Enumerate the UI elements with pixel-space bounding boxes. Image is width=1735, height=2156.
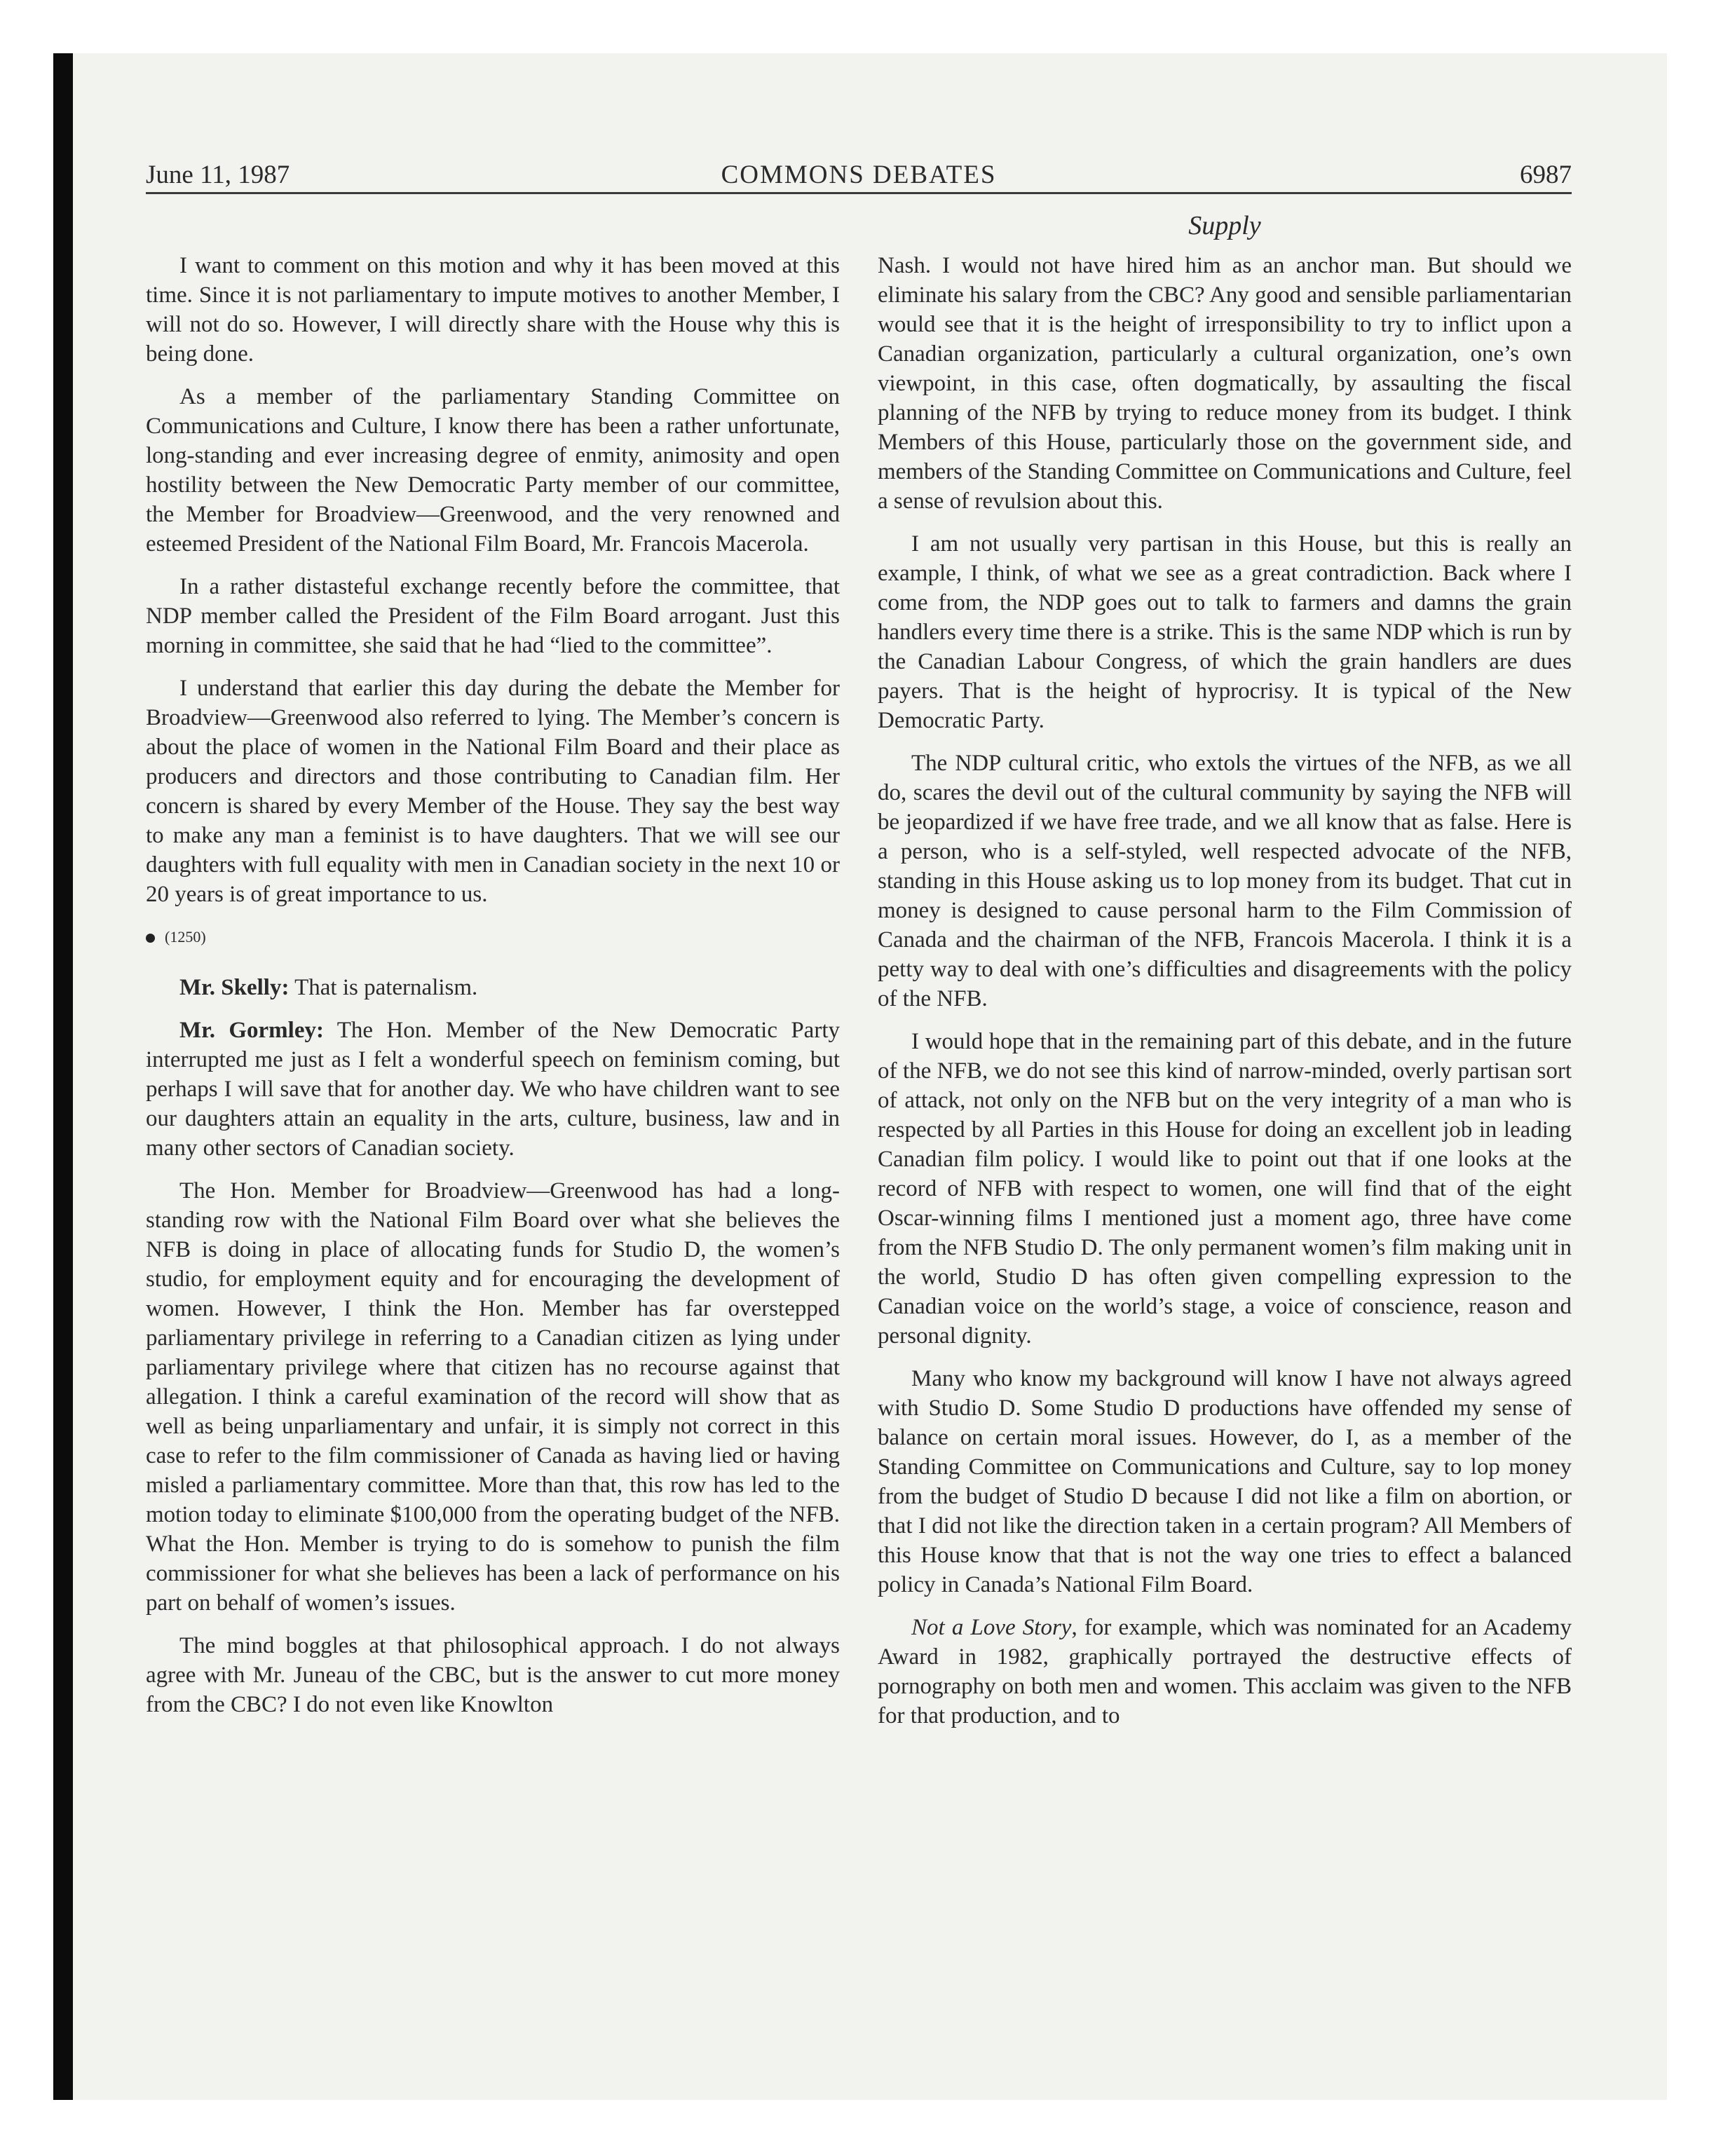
- speech-text: That is paternalism.: [294, 975, 478, 1000]
- page-header: [146, 158, 1572, 194]
- paragraph: In a rather distasteful exchange recently before the committee, that NDP member called the President of the Film Board arrogant. Just this morning in committee, she said that he had “lied to the committee”.: [146, 574, 840, 658]
- paragraph: The NDP cultural critic, who extols the virtues of the NFB, as we all do, scares the devil out of the cultural community by saying the NFB will be jeopardized if we have free trade, and we all know that as false. Here is a person, who is a self-styled, well respected advocate of the NFB, standing in this House asking us to lop money from its budget. That cut in money is designed to cause personal harm to the Film Commission of Canada and the chairman of the NFB, Francois Macerola. I think it is a petty way to deal with one’s difficulties and disagreements with the policy of the NFB.: [878, 751, 1572, 1011]
- paragraph: I want to comment on this motion and why it has been moved at this time. Since it is not parliamentary to impute motives to another Member, I will not do so. However, I will directly share with the House why this is being done.: [146, 253, 840, 367]
- speech-gormley: [146, 1016, 840, 1163]
- paragraph: As a member of the parliamentary Standing Committee on Communications and Culture, I know there has been a rather unfortunate, long-standing and ever increasing degree of enmity, animosity and open hostility between the New Democratic Party member of our committee, the Member for Broadview—Greenwood, and the very renowned and esteemed President of the National Film Board, Mr. Francois Macerola.: [146, 384, 840, 557]
- paragraph: I understand that earlier this day during the debate the Member for Broadview—Greenwood also referred to lying. The Member’s concern is about the place of women in the National Film Board and their place as producers and directors and those contributing to Canadian film. Her concern is shared by every Member of the House. They say the best way to make any man a feminist is to have daughters. That we will see our daughters with full equality with men in Canadian society in the next 10 or 20 years is of great importance to us.: [146, 676, 840, 907]
- speaker-name: Mr. Skelly:: [179, 975, 290, 1000]
- paragraph: Many who know my background will know I have not always agreed with Studio D. Some Studio D productions have offended my sense of balance on certain moral issues. However, do I, as a member of the Standing Committee on Communications and Culture, say to lop money from the budget of Studio D because I did not like a film on abortion, or that I did not like the direction taken in a certain program? All Members of this House know that that is not the way one tries to effect a balanced policy in Canada’s National Film Board.: [878, 1366, 1572, 1597]
- paragraph: [878, 1613, 1572, 1731]
- section-title: Supply: [1188, 211, 1261, 240]
- time-marker: [146, 922, 840, 952]
- film-title: Not a Love Story: [911, 1615, 1072, 1640]
- speaker-name: Mr. Gormley:: [179, 1018, 324, 1043]
- left-column: [146, 251, 840, 1733]
- header-date: June 11, 1987: [146, 161, 290, 189]
- speech-skelly: [146, 973, 840, 1002]
- paragraph: The Hon. Member for Broadview—Greenwood has had a long-standing row with the National Film Board over what she believes the NFB is doing in place of allocating funds for Studio D, the women’s studio, for employment equity and for encouraging the development of women. However, I think the Hon. Member has far overstepped parliamentary privilege in referring to a Canadian citizen as lying under parliamentary privilege where that citizen has no recourse against that allegation. I think a careful examination of the record will show that as well as being unparliamentary and unfair, it is simply not correct in this case to refer to the film commissioner of Canada as having lied or having misled a parliamentary committee. More than that, this row has led to the motion today to eliminate $100,000 from the operating budget of the NFB. What the Hon. Member is trying to do is somehow to punish the film commissioner for what she believes has been a lack of performance on his part on behalf of women’s issues.: [146, 1178, 840, 1616]
- speech-text: The Hon. Member of the New Democratic Party interrupted me just as I felt a wonderful speech on feminism coming, but perhaps I will save that for another day. We who have children want to see our daughters attain an equality in the arts, culture, business, law and in many other sectors of Canadian society.: [146, 1018, 840, 1161]
- bullet-icon: [146, 934, 155, 943]
- paragraph-text: , for example, which was nominated for an Academy Award in 1982, graphically portrayed the destructive effects of pornography on both men and women. This acclaim was given to the NFB for that production, and to: [878, 1615, 1572, 1728]
- time-marker-text: (1250): [165, 928, 206, 946]
- paragraph-continued: Nash. I would not have hired him as an anchor man. But should we eliminate his salary from the CBC? Any good and sensible parliamentarian would see that it is the height of irresponsibility to try to inflict upon a Canadian organization, particularly a cultural organization, one’s own viewpoint, in this case, often dogmatically, by assaulting the fiscal planning of the NFB by trying to reduce money from its budget. I think Members of this House, particularly those on the government side, and members of the Standing Committee on Communications and Culture, feel a sense of revulsion about this.: [878, 253, 1572, 514]
- header-title: COMMONS DEBATES: [721, 161, 997, 189]
- paragraph: I would hope that in the remaining part of this debate, and in the future of the NFB, we do not see this kind of narrow-minded, overly partisan sort of attack, not only on the NFB but on the very integrity of a man who is respected by all Parties in this House for doing an excellent job in leading Canadian film policy. I would like to point out that if one looks at the record of NFB with respect to women, one will find that of the eight Oscar-winning films I mentioned just a moment ago, three have come from the NFB Studio D. The only permanent women’s film making unit in the world, Studio D has often given compelling expression to the Canadian voice on the world’s stage, a voice of conscience, reason and personal dignity.: [878, 1029, 1572, 1349]
- scan-edge-bar: [53, 53, 73, 2100]
- page-number: 6987: [1520, 161, 1572, 189]
- paragraph: I am not usually very partisan in this House, but this is really an example, I think, of what we see as a great contradiction. Back where I come from, the NDP goes out to talk to farmers and damns the grain handlers every time there is a strike. This is the same NDP which is run by the Canadian Labour Congress, of which the grain handlers are dues payers. That is the height of hyprocrisy. It is typical of the New Democratic Party.: [878, 531, 1572, 733]
- right-column: [878, 251, 1572, 1744]
- paragraph: The mind boggles at that philosophical approach. I do not always agree with Mr. Juneau of the CBC, but is the answer to cut more money from the CBC? I do not even like Knowlton: [146, 1633, 840, 1717]
